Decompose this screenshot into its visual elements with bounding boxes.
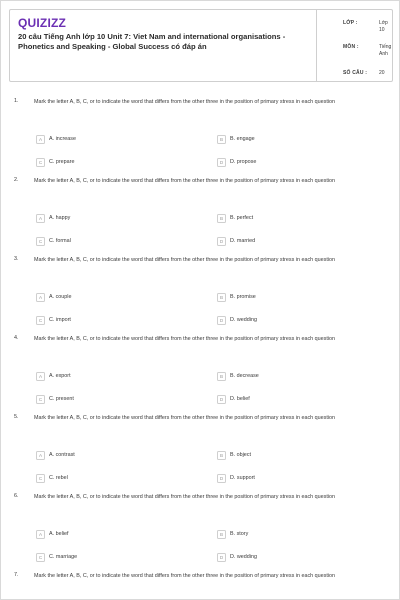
option-a[interactable] [36, 134, 76, 144]
option-a-checkbox[interactable]: A [36, 293, 45, 302]
option-d-label: D. belief [230, 396, 250, 402]
option-a-label: A. contrast [49, 452, 75, 458]
option-a-label: A. belief [49, 531, 69, 537]
option-d-label: D. propose [230, 159, 257, 165]
question-number: 4. [14, 335, 19, 341]
option-d-checkbox[interactable]: D [217, 316, 226, 325]
meta-class-label: LỚP : [343, 20, 358, 26]
option-b-checkbox[interactable]: B [217, 214, 226, 223]
option-c-label: C. formal [49, 238, 71, 244]
question-text: Mark the letter A, B, C, or to indicate the word that differs from the other three in the position of primary stress in each question [34, 257, 336, 263]
option-a-checkbox[interactable]: A [36, 214, 45, 223]
question-number: 1. [14, 98, 19, 104]
option-c[interactable] [36, 157, 74, 167]
option-c-label: C. rebel [49, 475, 68, 481]
question-text: Mark the letter A, B, C, or to indicate the word that differs from the other three in the position of primary stress in each question [34, 336, 336, 342]
option-a-checkbox[interactable]: A [36, 135, 45, 144]
option-d-checkbox[interactable]: D [217, 553, 226, 562]
option-d[interactable] [217, 394, 250, 404]
option-d[interactable] [217, 157, 256, 167]
option-a-checkbox[interactable]: A [36, 451, 45, 460]
worksheet-header [9, 9, 393, 82]
option-a-checkbox[interactable]: A [36, 530, 45, 539]
option-b[interactable] [217, 529, 248, 539]
option-c-checkbox[interactable]: C [36, 316, 45, 325]
question-text: Mark the letter A, B, C, or to indicate the word that differs from the other three in the position of primary stress in each question [34, 99, 336, 105]
question-number: 3. [14, 256, 19, 262]
option-a[interactable] [36, 529, 68, 539]
option-c-checkbox[interactable]: C [36, 158, 45, 167]
option-d-checkbox[interactable]: D [217, 474, 226, 483]
option-b-label: B. decrease [230, 373, 259, 379]
option-d[interactable] [217, 552, 257, 562]
option-d-label: D. wedding [230, 554, 257, 560]
option-b-label: B. object [230, 452, 251, 458]
option-d[interactable] [217, 236, 255, 246]
option-a[interactable] [36, 371, 71, 381]
option-c[interactable] [36, 394, 74, 404]
option-d-checkbox[interactable]: D [217, 237, 226, 246]
question-text: Mark the letter A, B, C, or to indicate the word that differs from the other three in the position of primary stress in each question [34, 178, 336, 184]
option-b-checkbox[interactable]: B [217, 451, 226, 460]
option-c[interactable] [36, 473, 68, 483]
option-a[interactable] [36, 292, 71, 302]
option-d-checkbox[interactable]: D [217, 395, 226, 404]
meta-subject-label: MÔN : [343, 44, 359, 50]
option-b-label: B. promise [230, 294, 256, 300]
option-b-checkbox[interactable]: B [217, 293, 226, 302]
meta-count-value: 20 [379, 70, 385, 76]
option-c[interactable] [36, 236, 71, 246]
option-d[interactable] [217, 473, 255, 483]
option-a[interactable] [36, 213, 70, 223]
option-b[interactable] [217, 134, 255, 144]
option-b-checkbox[interactable]: B [217, 530, 226, 539]
option-b-label: B. perfect [230, 215, 254, 221]
option-d-label: D. wedding [230, 317, 257, 323]
option-d-label: D. support [230, 475, 255, 481]
option-d-label: D. married [230, 238, 256, 244]
question-text: Mark the letter A, B, C, or to indicate the word that differs from the other three in the position of primary stress in each question [34, 415, 336, 421]
question-text: Mark the letter A, B, C, or to indicate the word that differs from the other three in the position of primary stress in each question [34, 573, 336, 579]
option-b-checkbox[interactable]: B [217, 135, 226, 144]
option-b-label: B. story [230, 531, 249, 537]
worksheet-meta [316, 10, 394, 81]
question-number: 6. [14, 493, 19, 499]
question-number: 5. [14, 414, 19, 420]
option-b-label: B. engage [230, 136, 255, 142]
option-d[interactable] [217, 315, 257, 325]
option-d-checkbox[interactable]: D [217, 158, 226, 167]
option-c-checkbox[interactable]: C [36, 237, 45, 246]
option-c[interactable] [36, 552, 77, 562]
question-number: 2. [14, 177, 19, 183]
option-c-label: C. import [49, 317, 71, 323]
option-b[interactable] [217, 292, 256, 302]
option-c-checkbox[interactable]: C [36, 395, 45, 404]
option-c[interactable] [36, 315, 71, 325]
quizizz-logo: QUIZIZZ [18, 16, 67, 30]
meta-count-label: SỐ CÂU : [343, 70, 368, 76]
option-c-label: C. marriage [49, 554, 78, 560]
option-a-checkbox[interactable]: A [36, 372, 45, 381]
option-a-label: A. couple [49, 294, 72, 300]
option-a-label: A. export [49, 373, 71, 379]
option-c-checkbox[interactable]: C [36, 474, 45, 483]
meta-subject-value: Tiếng Anh [379, 44, 392, 57]
meta-class-value: Lớp 10 [379, 20, 388, 33]
option-c-checkbox[interactable]: C [36, 553, 45, 562]
option-b[interactable] [217, 213, 253, 223]
option-c-label: C. prepare [49, 159, 75, 165]
worksheet-title: 20 câu Tiếng Anh lớp 10 Unit 7: Viet Nam and international organisations - Phonetics and Speaking - Global Success có đáp án [18, 32, 286, 51]
option-c-label: C. present [49, 396, 74, 402]
question-number: 7. [14, 572, 19, 578]
option-b[interactable] [217, 371, 259, 381]
option-a-label: A. happy [49, 215, 71, 221]
option-a[interactable] [36, 450, 75, 460]
option-b-checkbox[interactable]: B [217, 372, 226, 381]
question-text: Mark the letter A, B, C, or to indicate the word that differs from the other three in the position of primary stress in each question [34, 494, 336, 500]
option-a-label: A. increase [49, 136, 76, 142]
option-b[interactable] [217, 450, 251, 460]
